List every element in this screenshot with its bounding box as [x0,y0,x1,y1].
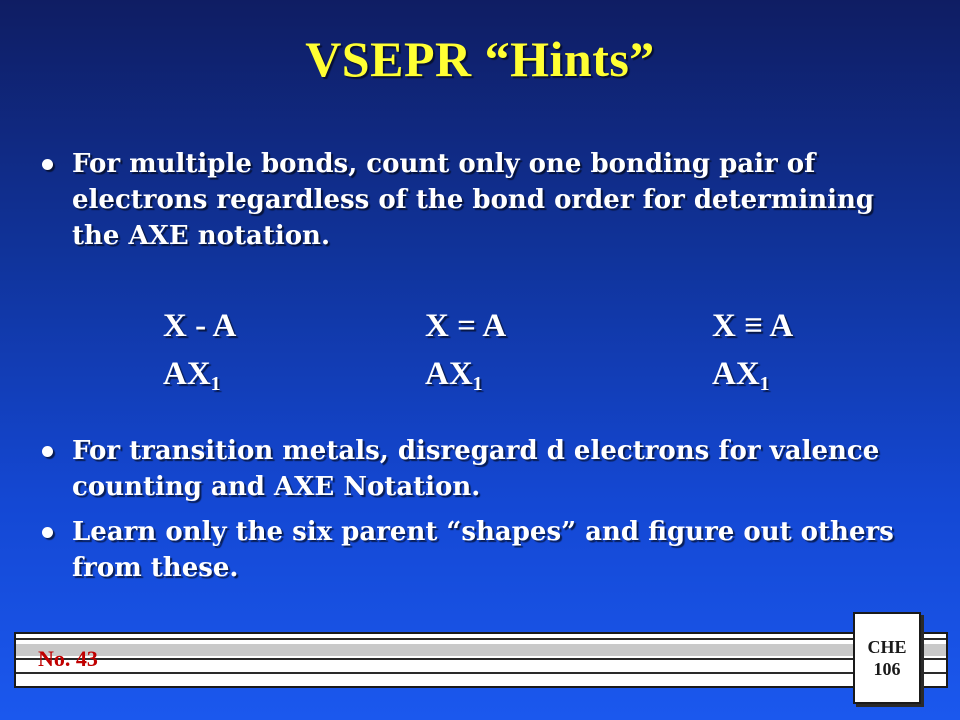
bullet-text: Learn only the six parent “shapes” and figure out others from these. [72,517,894,583]
footer-shade [16,644,946,656]
bond-triple: X ≡ A [712,308,794,344]
axe-base: AX [425,356,473,392]
axe-base: AX [712,356,760,392]
bullet-text: For multiple bonds, count only one bonding pair of electrons regardless of the bond order for determining the AXE notation. [72,149,875,251]
slide-title: VSEPR “Hints” [305,31,655,87]
footer-line [16,638,946,640]
course-code: CHE [867,637,907,657]
axe-subscript: 1 [210,373,221,395]
bond-double: X = A [425,308,507,344]
footer-line [16,672,946,674]
course-number: 106 [873,659,901,679]
bullet-parent-shapes [42,514,922,586]
slide-number: No. 43 [38,646,98,671]
axe-triple [712,356,770,396]
bullet-dot-icon [42,527,53,538]
axe-single [163,356,221,396]
footer-bar [14,632,948,688]
course-label-box [853,612,921,704]
bullet-dot-icon [42,446,53,457]
axe-subscript: 1 [472,373,483,395]
bullet-transition-metals [42,433,922,505]
bullet-dot-icon [42,159,53,170]
bond-single: X - A [163,308,237,344]
bullet-multiple-bonds [42,146,922,256]
bullet-text: For transition metals, disregard d electrons for valence counting and AXE Notation. [72,436,880,502]
axe-double [425,356,483,396]
axe-subscript: 1 [759,373,770,395]
axe-base: AX [163,356,211,392]
footer-line [16,658,946,660]
